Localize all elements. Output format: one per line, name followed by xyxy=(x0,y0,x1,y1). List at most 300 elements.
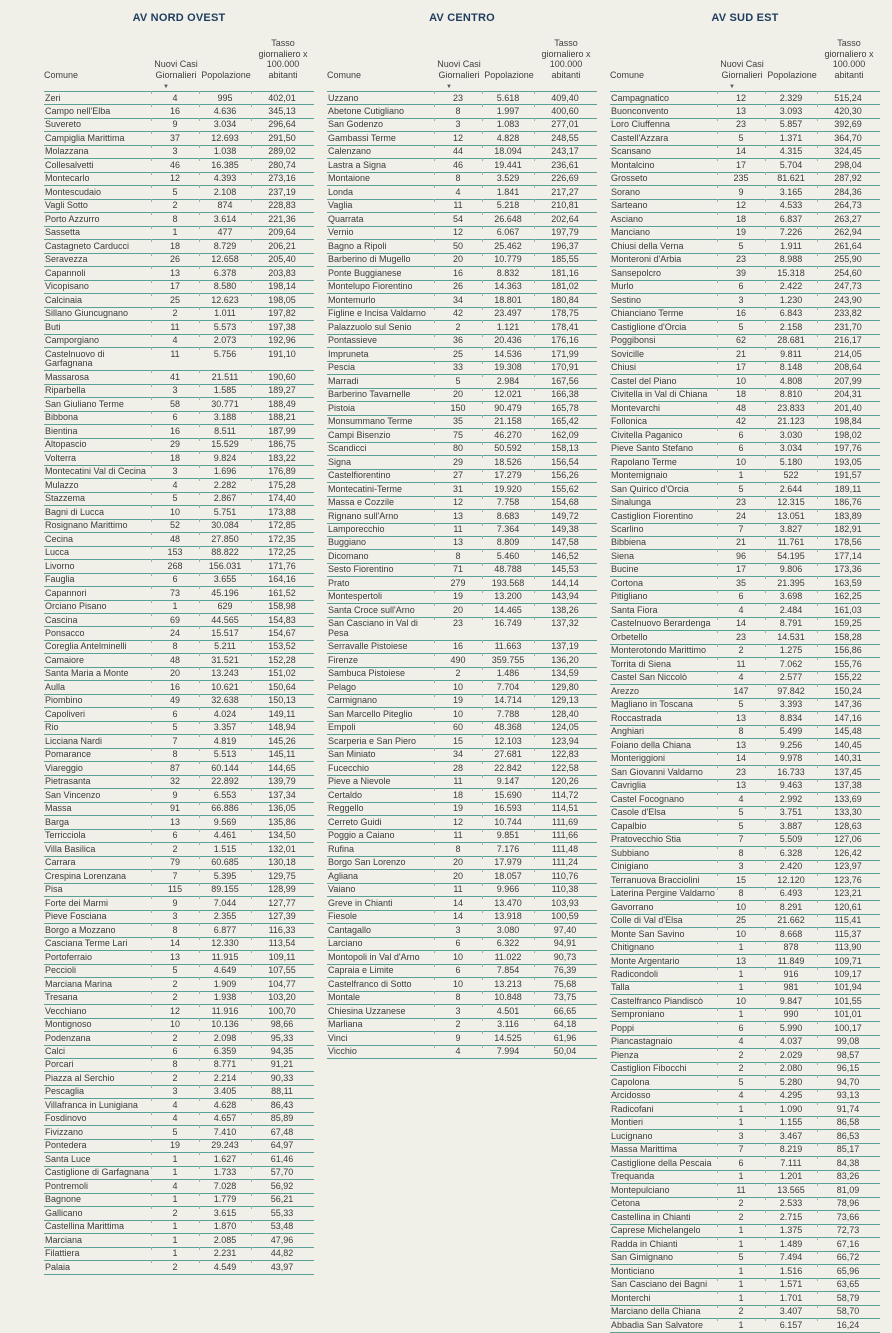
comune-cell: Rosignano Marittimo xyxy=(45,520,128,531)
popolazione-cell: 8.809 xyxy=(483,537,535,549)
nuovi-casi-cell: 20 xyxy=(435,857,483,869)
comune-cell: Chianciano Terme xyxy=(611,308,684,319)
table-row xyxy=(610,684,880,697)
nuovi-casi-cell: 11 xyxy=(152,348,200,370)
popolazione-cell: 90.479 xyxy=(483,402,535,414)
comune-cell: Buonconvento xyxy=(611,105,669,116)
nuovi-casi-cell: 8 xyxy=(435,105,483,117)
tasso-cell: 127,39 xyxy=(252,911,314,923)
tasso-cell: 151,02 xyxy=(252,668,314,680)
tasso-cell: 165,78 xyxy=(535,402,597,414)
popolazione-cell: 16.385 xyxy=(200,159,252,171)
popolazione-cell: 4.636 xyxy=(200,105,252,117)
sort-descending-icon[interactable]: ▼ xyxy=(163,84,169,90)
tasso-cell: 120,26 xyxy=(535,776,597,788)
popolazione-cell: 2.214 xyxy=(200,1072,252,1084)
comune-cell: Tresana xyxy=(45,992,78,1003)
popolazione-cell: 10.621 xyxy=(200,681,252,693)
comune-cell: Campiglia Marittima xyxy=(45,132,125,143)
nuovi-casi-cell: 2 xyxy=(435,1019,483,1031)
nuovi-casi-cell: 2 xyxy=(152,978,200,990)
column-header-popolazione[interactable]: Popolazione xyxy=(484,69,534,80)
nuovi-casi-cell: 2 xyxy=(152,1261,200,1273)
nuovi-casi-cell: 21 xyxy=(718,348,766,360)
sort-descending-icon[interactable]: ▼ xyxy=(446,84,452,90)
tasso-cell: 132,01 xyxy=(252,843,314,855)
table-row xyxy=(44,424,314,437)
nuovi-casi-cell: 13 xyxy=(718,739,766,751)
tasso-cell: 100,70 xyxy=(252,1005,314,1017)
nuovi-casi-cell: 52 xyxy=(152,520,200,532)
nuovi-casi-cell: 34 xyxy=(435,749,483,761)
popolazione-cell: 3.034 xyxy=(200,119,252,131)
nuovi-casi-cell: 54 xyxy=(435,213,483,225)
popolazione-cell: 12.693 xyxy=(200,132,252,144)
comune-cell: San Gimignano xyxy=(611,1252,674,1263)
nuovi-casi-cell: 23 xyxy=(435,618,483,640)
nuovi-casi-cell: 8 xyxy=(435,843,483,855)
table-row xyxy=(327,536,597,549)
popolazione-cell: 10.744 xyxy=(483,816,535,828)
table-row xyxy=(610,388,880,401)
popolazione-cell: 13.051 xyxy=(766,510,818,522)
table-row xyxy=(610,563,880,576)
table-row xyxy=(44,856,314,869)
comune-cell: Dicomano xyxy=(328,550,369,561)
tasso-cell: 400,60 xyxy=(535,105,597,117)
table-row xyxy=(327,883,597,896)
table-row xyxy=(44,320,314,333)
table-row xyxy=(610,1318,880,1331)
comune-cell: Monteroni d'Arbia xyxy=(611,254,682,265)
tasso-cell: 203,83 xyxy=(252,267,314,279)
comune-cell: Cantagallo xyxy=(328,924,372,935)
tasso-cell: 91,74 xyxy=(818,1103,880,1115)
comune-cell: Pontassieve xyxy=(328,335,378,346)
tasso-cell: 198,84 xyxy=(818,416,880,428)
nuovi-casi-cell: 4 xyxy=(435,186,483,198)
nuovi-casi-cell: 1 xyxy=(718,982,766,994)
comune-cell: Porcari xyxy=(45,1059,74,1070)
nuovi-casi-cell: 32 xyxy=(152,776,200,788)
popolazione-cell: 2.329 xyxy=(766,92,818,104)
comune-cell: Filattiera xyxy=(45,1248,80,1259)
comune-cell: Montignoso xyxy=(45,1019,92,1030)
table-row xyxy=(610,523,880,536)
table-row xyxy=(327,680,597,693)
comune-cell: Podenzana xyxy=(45,1032,91,1043)
popolazione-cell: 25.462 xyxy=(483,240,535,252)
table-row xyxy=(610,536,880,549)
nuovi-casi-cell: 16 xyxy=(152,681,200,693)
popolazione-cell: 3.655 xyxy=(200,574,252,586)
column-header-nuovi-casi[interactable]: Nuovi Casi Giornalieri xyxy=(437,59,481,80)
tasso-cell: 176,16 xyxy=(535,335,597,347)
tasso-cell: 134,59 xyxy=(535,668,597,680)
tasso-cell: 140,45 xyxy=(818,739,880,751)
table-row xyxy=(327,185,597,198)
nuovi-casi-cell: 12 xyxy=(435,497,483,509)
nuovi-casi-cell: 20 xyxy=(435,604,483,616)
table-row xyxy=(327,761,597,774)
table-row xyxy=(610,549,880,562)
nuovi-casi-cell: 5 xyxy=(718,132,766,144)
comune-cell: Palazzuolo sul Senio xyxy=(328,321,412,332)
popolazione-cell: 1.230 xyxy=(766,294,818,306)
nuovi-casi-cell: 1 xyxy=(718,1171,766,1183)
table-row xyxy=(610,1116,880,1129)
popolazione-cell: 9.569 xyxy=(200,816,252,828)
table-row xyxy=(610,671,880,684)
table-row xyxy=(44,707,314,720)
nuovi-casi-cell: 11 xyxy=(718,658,766,670)
comune-cell: Capolona xyxy=(611,1076,650,1087)
tasso-cell: 236,61 xyxy=(535,159,597,171)
popolazione-cell: 30.084 xyxy=(200,520,252,532)
comune-cell: Pontremoli xyxy=(45,1180,89,1191)
tasso-cell: 324,45 xyxy=(818,146,880,158)
table-row xyxy=(44,1247,314,1260)
column-header-nuovi-casi[interactable]: Nuovi Casi Giornalieri xyxy=(154,59,198,80)
popolazione-cell: 4.501 xyxy=(483,1005,535,1017)
nuovi-casi-cell: 11 xyxy=(435,200,483,212)
table-row xyxy=(44,451,314,464)
comune-cell: Piazza al Serchio xyxy=(45,1072,115,1083)
nuovi-casi-cell: 10 xyxy=(152,506,200,518)
popolazione-cell: 9.147 xyxy=(483,776,535,788)
comune-cell: Ponte Buggianese xyxy=(328,267,402,278)
table-row xyxy=(610,428,880,441)
popolazione-cell: 13.470 xyxy=(483,897,535,909)
popolazione-cell: 874 xyxy=(200,200,252,212)
comune-cell: Marciana xyxy=(45,1234,83,1245)
popolazione-cell: 7.062 xyxy=(766,658,818,670)
popolazione-cell: 7.028 xyxy=(200,1180,252,1192)
comune-cell: Fucecchio xyxy=(328,762,370,773)
nuovi-casi-cell: 1 xyxy=(718,1319,766,1331)
popolazione-cell: 1.911 xyxy=(766,240,818,252)
table-row xyxy=(327,590,597,603)
nuovi-casi-cell: 14 xyxy=(718,146,766,158)
nuovi-casi-cell: 14 xyxy=(152,938,200,950)
tasso-cell: 178,75 xyxy=(535,308,597,320)
tasso-cell: 171,76 xyxy=(252,560,314,572)
comune-cell: Scarlino xyxy=(611,524,644,534)
table-row xyxy=(610,1210,880,1223)
comune-cell: Vicchio xyxy=(328,1046,357,1056)
nuovi-casi-cell: 25 xyxy=(435,348,483,360)
popolazione-cell: 5.509 xyxy=(766,834,818,846)
popolazione-cell: 15.690 xyxy=(483,789,535,801)
nuovi-casi-cell: 19 xyxy=(435,695,483,707)
table-row xyxy=(44,1125,314,1138)
popolazione-cell: 12.623 xyxy=(200,294,252,306)
popolazione-cell: 16.733 xyxy=(766,766,818,778)
column-header-comune[interactable]: Comune xyxy=(327,69,362,80)
tasso-cell: 197,38 xyxy=(252,321,314,333)
tasso-cell: 231,70 xyxy=(818,321,880,333)
nuovi-casi-cell: 1 xyxy=(718,942,766,954)
nuovi-casi-cell: 3 xyxy=(152,911,200,923)
comune-cell: Civitella in Val di Chiana xyxy=(611,389,708,400)
nuovi-casi-cell: 8 xyxy=(435,992,483,1004)
popolazione-cell: 8.832 xyxy=(483,267,535,279)
popolazione-cell: 5.395 xyxy=(200,870,252,882)
comune-cell: Sesto Fiorentino xyxy=(328,564,394,575)
popolazione-cell: 14.536 xyxy=(483,348,535,360)
popolazione-cell: 7.111 xyxy=(766,1157,818,1169)
nuovi-casi-cell: 26 xyxy=(152,254,200,266)
popolazione-cell: 2.355 xyxy=(200,911,252,923)
tasso-cell: 109,71 xyxy=(818,955,880,967)
nuovi-casi-cell: 12 xyxy=(435,816,483,828)
comune-cell: Camporgiano xyxy=(45,335,100,346)
column-header-nuovi-casi[interactable]: Nuovi Casi Giornalieri xyxy=(720,59,764,80)
popolazione-cell: 12.315 xyxy=(766,497,818,509)
column-header-comune[interactable]: Comune xyxy=(44,69,79,80)
popolazione-cell: 5.280 xyxy=(766,1076,818,1088)
nuovi-casi-cell: 21 xyxy=(718,537,766,549)
popolazione-cell: 97.842 xyxy=(766,685,818,697)
table-row xyxy=(327,1004,597,1017)
table-row xyxy=(610,657,880,670)
tasso-cell: 198,02 xyxy=(818,429,880,441)
comune-cell: Pontedera xyxy=(45,1140,87,1151)
nuovi-casi-cell: 2 xyxy=(152,200,200,212)
column-header-row xyxy=(327,38,597,83)
table-row xyxy=(610,320,880,333)
comune-cell: Castiglion Fiorentino xyxy=(611,510,694,521)
column-header-tasso[interactable]: Tasso giornaliero x 100.000 abitanti xyxy=(258,38,308,80)
comune-cell: Sillano Giuncugnano xyxy=(45,308,129,319)
tasso-cell: 144,14 xyxy=(535,577,597,589)
tasso-cell: 248,55 xyxy=(535,132,597,144)
popolazione-cell: 4.461 xyxy=(200,830,252,842)
comune-cell: Peccioli xyxy=(45,965,77,976)
comune-cell: Pratovecchio Stia xyxy=(611,834,682,845)
popolazione-cell: 7.226 xyxy=(766,227,818,239)
table-row xyxy=(327,563,597,576)
table-row xyxy=(610,738,880,751)
tasso-cell: 55,33 xyxy=(252,1207,314,1219)
tasso-cell: 96,15 xyxy=(818,1063,880,1075)
table-row xyxy=(610,118,880,131)
comune-cell: San Casciano in Val di Pesa xyxy=(328,618,418,638)
nuovi-casi-cell: 8 xyxy=(152,641,200,653)
popolazione-cell: 6.843 xyxy=(766,308,818,320)
nuovi-casi-cell: 9 xyxy=(718,186,766,198)
table-row xyxy=(610,1143,880,1156)
tasso-cell: 210,81 xyxy=(535,200,597,212)
table-row xyxy=(610,860,880,873)
popolazione-cell: 2.422 xyxy=(766,281,818,293)
table-row xyxy=(610,1062,880,1075)
popolazione-cell: 5.218 xyxy=(483,200,535,212)
tasso-cell: 154,68 xyxy=(535,497,597,509)
comune-cell: Cavriglia xyxy=(611,780,647,791)
comune-cell: Marliana xyxy=(328,1019,363,1030)
tasso-cell: 129,80 xyxy=(535,681,597,693)
nuovi-casi-cell: 18 xyxy=(435,789,483,801)
column-header-tasso[interactable]: Tasso giornaliero x 100.000 abitanti xyxy=(824,38,874,80)
nuovi-casi-cell: 2 xyxy=(152,992,200,1004)
comune-cell: Villafranca in Lunigiana xyxy=(45,1099,138,1110)
nuovi-casi-cell: 1 xyxy=(152,1221,200,1233)
table-row xyxy=(610,927,880,940)
comune-cell: Montemignaio xyxy=(611,470,668,481)
table-row xyxy=(327,118,597,131)
nuovi-casi-cell: 27 xyxy=(435,470,483,482)
popolazione-cell: 7.410 xyxy=(200,1126,252,1138)
tasso-cell: 214,05 xyxy=(818,348,880,360)
tasso-cell: 63,65 xyxy=(818,1279,880,1291)
nuovi-casi-cell: 29 xyxy=(435,456,483,468)
table-row xyxy=(44,505,314,518)
nuovi-casi-cell: 8 xyxy=(152,924,200,936)
nuovi-casi-cell: 1 xyxy=(152,1234,200,1246)
nuovi-casi-cell: 3 xyxy=(152,466,200,478)
nuovi-casi-cell: 12 xyxy=(152,1005,200,1017)
nuovi-casi-cell: 12 xyxy=(718,200,766,212)
popolazione-cell: 3.407 xyxy=(766,1306,818,1318)
tasso-cell: 145,26 xyxy=(252,735,314,747)
popolazione-cell: 3.751 xyxy=(766,807,818,819)
comune-cell: Sestino xyxy=(611,294,642,305)
tasso-cell: 206,21 xyxy=(252,240,314,252)
popolazione-cell: 1.571 xyxy=(766,1279,818,1291)
comune-cell: Altopascio xyxy=(45,439,87,450)
table-row xyxy=(44,680,314,693)
nuovi-casi-cell: 1 xyxy=(718,470,766,482)
table-row xyxy=(327,104,597,117)
nuovi-casi-cell: 6 xyxy=(152,830,200,842)
table-row xyxy=(44,883,314,896)
tasso-cell: 178,56 xyxy=(818,537,880,549)
tasso-cell: 101,01 xyxy=(818,1009,880,1021)
nuovi-casi-cell: 5 xyxy=(152,965,200,977)
tasso-cell: 103,20 xyxy=(252,992,314,1004)
column-header-comune[interactable]: Comune xyxy=(610,69,645,80)
nuovi-casi-cell: 41 xyxy=(152,371,200,383)
popolazione-cell: 23.833 xyxy=(766,402,818,414)
popolazione-cell: 7.854 xyxy=(483,965,535,977)
tasso-cell: 126,42 xyxy=(818,847,880,859)
comune-cell: Montespertoli xyxy=(328,591,383,602)
tasso-cell: 409,40 xyxy=(535,92,597,104)
comune-cell: San Godenzo xyxy=(328,119,384,130)
comune-cell: Vagli Sotto xyxy=(45,200,88,211)
comune-cell: Bucine xyxy=(611,564,639,575)
tasso-cell: 173,88 xyxy=(252,506,314,518)
sort-descending-icon[interactable]: ▼ xyxy=(729,84,735,90)
popolazione-cell: 10.136 xyxy=(200,1019,252,1031)
comune-cell: Cascina xyxy=(45,614,78,625)
popolazione-cell: 990 xyxy=(766,1009,818,1021)
nuovi-casi-cell: 18 xyxy=(718,389,766,401)
tasso-cell: 111,48 xyxy=(535,843,597,855)
popolazione-cell: 17.279 xyxy=(483,470,535,482)
tasso-cell: 85,89 xyxy=(252,1113,314,1125)
nuovi-casi-cell: 8 xyxy=(718,888,766,900)
comune-cell: Orbetello xyxy=(611,631,648,642)
nuovi-casi-cell: 80 xyxy=(435,443,483,455)
table-row xyxy=(44,775,314,788)
table-row xyxy=(44,118,314,131)
column-header-popolazione[interactable]: Popolazione xyxy=(767,69,817,80)
popolazione-cell: 1.909 xyxy=(200,978,252,990)
tasso-cell: 261,64 xyxy=(818,240,880,252)
table-row xyxy=(610,698,880,711)
popolazione-cell: 9.811 xyxy=(766,348,818,360)
popolazione-cell: 3.093 xyxy=(766,105,818,117)
table-row xyxy=(327,374,597,387)
tasso-cell: 392,69 xyxy=(818,119,880,131)
comune-cell: Sorano xyxy=(611,186,641,197)
popolazione-cell: 15.517 xyxy=(200,627,252,639)
column-header-popolazione[interactable]: Popolazione xyxy=(201,69,251,80)
nuovi-casi-cell: 2 xyxy=(718,1306,766,1318)
tasso-cell: 208,64 xyxy=(818,362,880,374)
nuovi-casi-cell: 91 xyxy=(152,803,200,815)
popolazione-cell: 5.756 xyxy=(200,348,252,370)
popolazione-cell: 14.714 xyxy=(483,695,535,707)
nuovi-casi-cell: 4 xyxy=(718,1090,766,1102)
comune-cell: Marradi xyxy=(328,375,359,386)
table-row xyxy=(327,991,597,1004)
nuovi-casi-cell: 60 xyxy=(435,722,483,734)
table-title: AV CENTRO xyxy=(429,12,495,24)
popolazione-cell: 5.990 xyxy=(766,1022,818,1034)
column-header-tasso[interactable]: Tasso giornaliero x 100.000 abitanti xyxy=(541,38,591,80)
table-row xyxy=(44,977,314,990)
nuovi-casi-cell: 4 xyxy=(435,1046,483,1058)
tasso-cell: 191,10 xyxy=(252,348,314,370)
popolazione-cell: 10.779 xyxy=(483,254,535,266)
table-row xyxy=(610,469,880,482)
tasso-cell: 202,64 xyxy=(535,213,597,225)
comune-cell: Vicopisano xyxy=(45,281,89,292)
comune-cell: Figline e Incisa Valdarno xyxy=(328,308,426,319)
comune-cell: Montieri xyxy=(611,1117,644,1128)
comune-cell: Foiano della Chiana xyxy=(611,739,692,750)
tasso-cell: 226,69 xyxy=(535,173,597,185)
tasso-cell: 197,79 xyxy=(535,227,597,239)
popolazione-cell: 27.850 xyxy=(200,533,252,545)
popolazione-cell: 878 xyxy=(766,942,818,954)
tasso-cell: 103,93 xyxy=(535,897,597,909)
nuovi-casi-cell: 36 xyxy=(435,335,483,347)
table-row xyxy=(610,104,880,117)
comune-cell: Scansano xyxy=(611,146,652,157)
table-row xyxy=(44,438,314,451)
column-header-row xyxy=(44,38,314,83)
tasso-cell: 149,11 xyxy=(252,708,314,720)
table-row xyxy=(610,185,880,198)
tasso-cell: 197,82 xyxy=(252,308,314,320)
nuovi-casi-cell: 10 xyxy=(435,708,483,720)
nuovi-casi-cell: 39 xyxy=(718,267,766,279)
nuovi-casi-cell: 8 xyxy=(435,550,483,562)
popolazione-cell: 8.668 xyxy=(766,928,818,940)
nuovi-casi-cell: 17 xyxy=(152,281,200,293)
comune-cell: Talla xyxy=(611,982,630,993)
tasso-cell: 150,24 xyxy=(818,685,880,697)
popolazione-cell: 54.195 xyxy=(766,550,818,562)
table-row xyxy=(44,734,314,747)
table-row xyxy=(327,482,597,495)
popolazione-cell: 8.810 xyxy=(766,389,818,401)
comune-cell: Castel Focognano xyxy=(611,793,685,804)
